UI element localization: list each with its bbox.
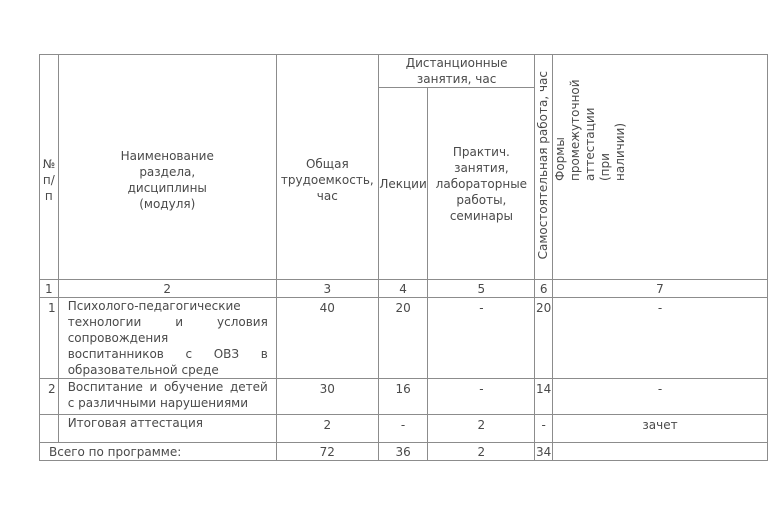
row-total: 40 <box>276 298 378 379</box>
row-practice: - <box>428 379 535 415</box>
col-number: 2 <box>58 280 276 298</box>
header-self-work: Самостоятельная работа, час <box>535 55 553 280</box>
curriculum-table-wrapper <box>39 54 768 461</box>
totals-practice: 2 <box>428 443 535 461</box>
header-name: Наименование раздела, дисциплины (модуля) <box>58 55 276 280</box>
header-practice: Практич. занятия, лабораторные работы, семинары <box>428 88 535 280</box>
header-distance-group: Дистанционные занятия, час <box>378 55 535 88</box>
totals-total: 72 <box>276 443 378 461</box>
row-forms: - <box>552 298 767 379</box>
row-num <box>40 415 59 443</box>
totals-label: Всего по программе: <box>40 443 277 461</box>
header-forms: Формы промежуточной аттестации (при наличии) <box>552 55 767 280</box>
row-total: 30 <box>276 379 378 415</box>
table-row <box>40 415 768 443</box>
row-name: Воспитание и обучение детей с различными нарушениями <box>58 379 276 415</box>
col-number: 6 <box>535 280 553 298</box>
table-row <box>40 298 768 379</box>
curriculum-table <box>39 54 768 461</box>
col-number: 7 <box>552 280 767 298</box>
column-numbers-row <box>40 280 768 298</box>
totals-self-work: 34 <box>536 444 552 459</box>
totals-lectures: 36 <box>378 443 428 461</box>
row-name: Итоговая аттестация <box>58 415 276 443</box>
header-total: Общая трудоемкость, час <box>276 55 378 280</box>
header-lectures: Лекции <box>378 88 428 280</box>
row-total: 2 <box>276 415 378 443</box>
totals-forms <box>552 443 767 461</box>
col-number: 1 <box>40 280 59 298</box>
row-practice: 2 <box>428 415 535 443</box>
totals-row <box>40 443 768 461</box>
header-num: № п/п <box>40 55 59 280</box>
col-number: 3 <box>276 280 378 298</box>
row-lectures: 16 <box>378 379 428 415</box>
row-self-work: 14 <box>535 379 553 415</box>
row-num: 2 <box>40 379 59 415</box>
col-number: 5 <box>428 280 535 298</box>
table-row <box>40 379 768 415</box>
row-num: 1 <box>40 298 59 379</box>
col-number: 4 <box>378 280 428 298</box>
row-forms: зачет <box>552 415 767 443</box>
row-practice: - <box>428 298 535 379</box>
row-self-work: - <box>535 415 553 443</box>
row-lectures: 20 <box>378 298 428 379</box>
row-self-work: 20 <box>535 298 553 379</box>
row-lectures: - <box>378 415 428 443</box>
row-name: Психолого-педагогические технологии и условия сопровождения воспитанников с ОВЗ в образовательной среде <box>58 298 276 379</box>
row-forms: - <box>552 379 767 415</box>
